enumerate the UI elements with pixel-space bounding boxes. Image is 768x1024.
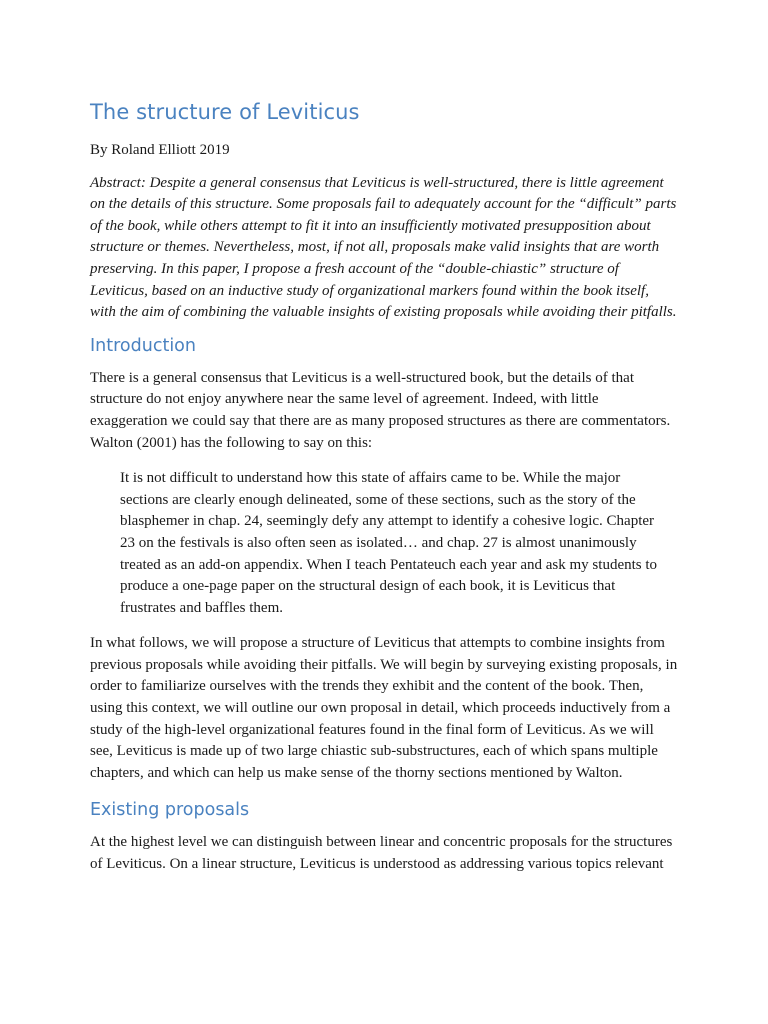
introduction-heading: Introduction [90, 335, 196, 356]
existing-proposals-heading: Existing proposals [90, 800, 250, 821]
document-title: The structure of Leviticus [90, 100, 360, 124]
abstract-paragraph: Abstract: Despite a general consensus that Leviticus is well-structured, there is little agreement on the details of this structure. Some proposals fail to adequately account for the “difficult” parts of the book, while others attempt to fit it into an insufficiently motivated presupposition about structure or themes. Nevertheless, most, if not all, proposals make valid insights that are worth preserving. In this paper, I propose a fresh account of the “double-chiastic” structure of Leviticus, based on an inductive study of organizational markers found within the book itself, with the aim of combining the valuable insights of existing proposals while avoiding their pitfalls. [90, 174, 677, 321]
introduction-paragraph: In what follows, we will propose a structure of Leviticus that attempts to combine insights from previous proposals while avoiding their pitfalls. We will begin by surveying existing proposals, in order to familiarize ourselves with the trends they exhibit and the content of the book. Then, using this context, we will outline our own proposal in detail, which proceeds inductively from a study of the high-level organizational features found in the final form of Leviticus. As we will see, Leviticus is made up of two large chiastic sub-substructures, each of which spans multiple chapters, and which can help us make sense of the thorny sections mentioned by Walton. [90, 635, 678, 781]
walton-quote: It is not difficult to understand how this state of affairs came to be. While the major sections are clearly enough delineated, some of these sections, such as the story of the blasphemer in chap. 24, seemingly defy any attempt to identify a cohesive logic. Chapter 23 on the festivals is also often seen as isolated… and chap. 27 is almost unanimously treated as an add-on appendix. When I teach Pentateuch each year and ask my students to produce a one-page paper on the structural design of each book, it is Leviticus that frustrates and baffles them. [120, 470, 658, 616]
existing-proposals-paragraph: At the highest level we can distinguish between linear and concentric proposals for the structures of Leviticus. On a linear structure, Leviticus is understood as addressing various topics relevant [90, 834, 673, 873]
document-page [90, 98, 678, 876]
author-byline: By Roland Elliott 2019 [90, 142, 230, 158]
introduction-paragraph: There is a general consensus that Leviticus is a well-structured book, but the details of that structure do not enjoy anywhere near the same level of agreement. Indeed, with little exaggeration we could say that there are as many proposed structures as there are commentators. Walton (2001) has the following to say on this: [90, 369, 671, 451]
